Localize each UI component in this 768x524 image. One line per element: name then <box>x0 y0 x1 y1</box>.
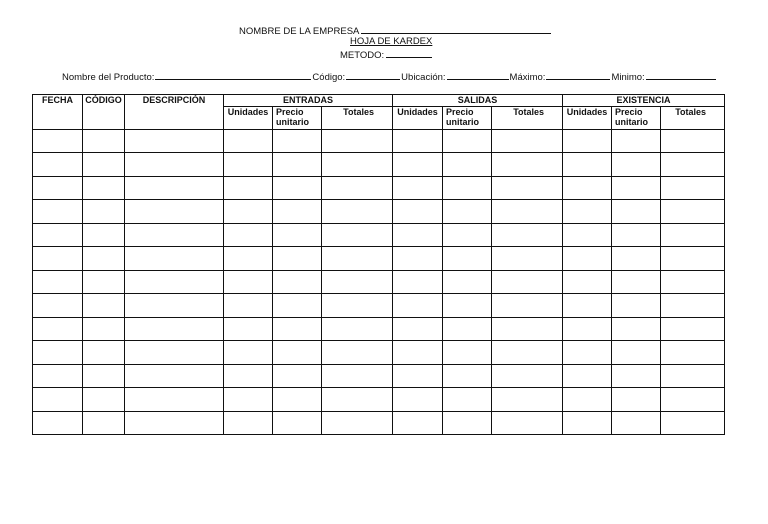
table-cell[interactable] <box>563 411 612 435</box>
table-cell[interactable] <box>563 388 612 412</box>
table-cell[interactable] <box>125 341 224 365</box>
table-cell[interactable] <box>83 153 125 177</box>
table-cell[interactable] <box>563 200 612 224</box>
table-cell[interactable] <box>661 388 725 412</box>
table-cell[interactable] <box>563 247 612 271</box>
table-cell[interactable] <box>224 153 273 177</box>
table-cell[interactable] <box>125 411 224 435</box>
salidas-precio-unitario <box>443 106 492 129</box>
table-cell[interactable] <box>273 411 322 435</box>
code-blank[interactable] <box>346 70 400 80</box>
table-cell[interactable] <box>661 294 725 318</box>
table-cell[interactable] <box>33 223 83 247</box>
table-cell[interactable] <box>661 223 725 247</box>
table-cell[interactable] <box>33 388 83 412</box>
table-cell[interactable] <box>612 200 661 224</box>
table-cell[interactable] <box>33 364 83 388</box>
table-cell[interactable] <box>322 223 393 247</box>
group-salidas: SALIDAS <box>393 95 563 107</box>
table-cell[interactable] <box>563 129 612 153</box>
salidas-totales: Totales <box>492 106 563 129</box>
table-cell[interactable] <box>83 388 125 412</box>
table-cell[interactable] <box>612 294 661 318</box>
table-cell[interactable] <box>443 364 492 388</box>
table-cell[interactable] <box>492 388 563 412</box>
table-cell[interactable] <box>563 270 612 294</box>
table-cell[interactable] <box>273 317 322 341</box>
table-cell[interactable] <box>125 364 224 388</box>
table-row <box>33 176 725 200</box>
table-cell[interactable] <box>492 341 563 365</box>
table-cell[interactable] <box>273 176 322 200</box>
table-cell[interactable] <box>612 176 661 200</box>
group-existencia: EXISTENCIA <box>563 95 725 107</box>
precio-line1: Precio <box>276 106 304 117</box>
table-cell[interactable] <box>33 411 83 435</box>
table-cell[interactable] <box>322 388 393 412</box>
table-cell[interactable] <box>393 388 443 412</box>
table-cell[interactable] <box>33 341 83 365</box>
min-blank[interactable] <box>646 70 716 80</box>
method-blank[interactable] <box>386 48 432 58</box>
table-cell[interactable] <box>83 200 125 224</box>
table-row <box>33 317 725 341</box>
table-cell[interactable] <box>224 176 273 200</box>
table-cell[interactable] <box>33 294 83 318</box>
group-entradas: ENTRADAS <box>224 95 393 107</box>
table-cell[interactable] <box>612 223 661 247</box>
table-row <box>33 388 725 412</box>
method-label: METODO: <box>340 50 385 61</box>
table-cell[interactable] <box>563 317 612 341</box>
table-cell[interactable] <box>443 153 492 177</box>
table-cell[interactable] <box>322 176 393 200</box>
table-cell[interactable] <box>661 153 725 177</box>
table-cell[interactable] <box>322 294 393 318</box>
table-cell[interactable] <box>612 129 661 153</box>
table-cell[interactable] <box>322 364 393 388</box>
precio-line2: unitario <box>276 117 309 127</box>
method-line <box>340 48 432 61</box>
table-cell[interactable] <box>612 153 661 177</box>
table-cell[interactable] <box>83 176 125 200</box>
precio-line2: unitario <box>446 117 480 127</box>
table-row <box>33 341 725 365</box>
table-cell[interactable] <box>492 317 563 341</box>
table-cell[interactable] <box>563 223 612 247</box>
table-cell[interactable] <box>612 341 661 365</box>
table-cell[interactable] <box>83 129 125 153</box>
table-cell[interactable] <box>393 270 443 294</box>
location-label: Ubicación: <box>401 72 446 83</box>
table-cell[interactable] <box>393 411 443 435</box>
table-cell[interactable] <box>443 223 492 247</box>
table-cell[interactable] <box>33 176 83 200</box>
table-cell[interactable] <box>83 411 125 435</box>
table-cell[interactable] <box>563 153 612 177</box>
product-fields-row <box>62 70 717 83</box>
table-cell[interactable] <box>492 364 563 388</box>
table-cell[interactable] <box>224 270 273 294</box>
precio-line1: Precio <box>615 106 643 117</box>
col-descripcion: DESCRIPCIÓN <box>125 95 224 130</box>
table-row <box>33 223 725 247</box>
table-cell[interactable] <box>443 247 492 271</box>
table-cell[interactable] <box>33 200 83 224</box>
product-name-label: Nombre del Producto: <box>62 72 155 83</box>
table-cell[interactable] <box>661 270 725 294</box>
table-cell[interactable] <box>443 270 492 294</box>
table-cell[interactable] <box>661 176 725 200</box>
table-cell[interactable] <box>612 388 661 412</box>
table-cell[interactable] <box>393 129 443 153</box>
table-cell[interactable] <box>322 153 393 177</box>
table-cell[interactable] <box>273 247 322 271</box>
table-cell[interactable] <box>322 200 393 224</box>
table-cell[interactable] <box>125 294 224 318</box>
table-cell[interactable] <box>83 317 125 341</box>
table-row <box>33 270 725 294</box>
company-name-label: NOMBRE DE LA EMPRESA <box>239 26 360 37</box>
table-cell[interactable] <box>83 270 125 294</box>
table-cell[interactable] <box>224 364 273 388</box>
table-cell[interactable] <box>83 247 125 271</box>
page-title: HOJA DE KARDEX <box>350 36 433 47</box>
table-cell[interactable] <box>33 317 83 341</box>
min-label: Minimo: <box>611 72 645 83</box>
table-cell[interactable] <box>273 364 322 388</box>
table-cell[interactable] <box>273 341 322 365</box>
col-fecha: FECHA <box>33 95 83 130</box>
table-cell[interactable] <box>393 153 443 177</box>
table-cell[interactable] <box>492 247 563 271</box>
table-cell[interactable] <box>322 270 393 294</box>
table-cell[interactable] <box>393 176 443 200</box>
entradas-totales: Totales <box>322 106 393 129</box>
table-cell[interactable] <box>563 176 612 200</box>
table-cell[interactable] <box>125 176 224 200</box>
existencia-precio-unitario <box>612 106 661 129</box>
precio-line2: unitario <box>615 117 649 127</box>
table-cell[interactable] <box>661 364 725 388</box>
table-cell[interactable] <box>492 294 563 318</box>
table-cell[interactable] <box>492 223 563 247</box>
table-cell[interactable] <box>612 364 661 388</box>
table-cell[interactable] <box>661 341 725 365</box>
table-row <box>33 364 725 388</box>
table-cell[interactable] <box>393 364 443 388</box>
table-cell[interactable] <box>125 247 224 271</box>
table-cell[interactable] <box>322 341 393 365</box>
col-codigo: CÓDIGO <box>83 95 125 130</box>
table-cell[interactable] <box>661 411 725 435</box>
table-cell[interactable] <box>492 270 563 294</box>
table-cell[interactable] <box>322 411 393 435</box>
table-cell[interactable] <box>83 223 125 247</box>
table-row <box>33 200 725 224</box>
table-cell[interactable] <box>563 294 612 318</box>
table-cell[interactable] <box>563 364 612 388</box>
table-row <box>33 153 725 177</box>
table-cell[interactable] <box>224 129 273 153</box>
table-row <box>33 294 725 318</box>
table-cell[interactable] <box>661 317 725 341</box>
table-cell[interactable] <box>224 223 273 247</box>
table-cell[interactable] <box>33 153 83 177</box>
table-cell[interactable] <box>443 341 492 365</box>
table-cell[interactable] <box>125 200 224 224</box>
table-cell[interactable] <box>224 294 273 318</box>
table-cell[interactable] <box>563 341 612 365</box>
table-cell[interactable] <box>273 388 322 412</box>
product-name-blank[interactable] <box>155 70 311 80</box>
precio-line1: Precio <box>446 106 474 117</box>
max-blank[interactable] <box>546 70 610 80</box>
table-row <box>33 247 725 271</box>
table-header-row-1 <box>33 95 725 107</box>
table-cell[interactable] <box>393 247 443 271</box>
table-cell[interactable] <box>443 411 492 435</box>
table-cell[interactable] <box>393 223 443 247</box>
table-cell[interactable] <box>492 411 563 435</box>
table-cell[interactable] <box>125 129 224 153</box>
table-cell[interactable] <box>33 270 83 294</box>
table-cell[interactable] <box>273 200 322 224</box>
max-label: Máximo: <box>509 72 546 83</box>
table-cell[interactable] <box>125 317 224 341</box>
entradas-unidades: Unidades <box>224 106 273 129</box>
code-label: Código: <box>312 72 346 83</box>
table-cell[interactable] <box>125 270 224 294</box>
table-cell[interactable] <box>612 411 661 435</box>
table-cell[interactable] <box>224 317 273 341</box>
table-cell[interactable] <box>492 200 563 224</box>
table-cell[interactable] <box>224 411 273 435</box>
table-cell[interactable] <box>612 317 661 341</box>
table-cell[interactable] <box>224 200 273 224</box>
kardex-body <box>33 129 725 435</box>
table-cell[interactable] <box>125 223 224 247</box>
table-cell[interactable] <box>443 388 492 412</box>
table-cell[interactable] <box>661 129 725 153</box>
table-row <box>33 129 725 153</box>
salidas-unidades: Unidades <box>393 106 443 129</box>
table-cell[interactable] <box>443 294 492 318</box>
table-cell[interactable] <box>661 200 725 224</box>
table-cell[interactable] <box>443 129 492 153</box>
table-cell[interactable] <box>443 317 492 341</box>
table-cell[interactable] <box>83 341 125 365</box>
table-cell[interactable] <box>322 129 393 153</box>
table-cell[interactable] <box>273 129 322 153</box>
location-blank[interactable] <box>447 70 509 80</box>
table-cell[interactable] <box>322 317 393 341</box>
table-cell[interactable] <box>33 129 83 153</box>
table-cell[interactable] <box>125 388 224 412</box>
table-cell[interactable] <box>224 341 273 365</box>
table-cell[interactable] <box>273 153 322 177</box>
table-cell[interactable] <box>125 153 224 177</box>
table-cell[interactable] <box>83 364 125 388</box>
table-cell[interactable] <box>661 247 725 271</box>
table-cell[interactable] <box>393 317 443 341</box>
table-cell[interactable] <box>393 341 443 365</box>
kardex-table <box>32 94 725 435</box>
table-cell[interactable] <box>492 153 563 177</box>
existencia-unidades: Unidades <box>563 106 612 129</box>
table-cell[interactable] <box>492 176 563 200</box>
table-cell[interactable] <box>273 270 322 294</box>
table-row <box>33 411 725 435</box>
table-cell[interactable] <box>443 200 492 224</box>
table-cell[interactable] <box>612 247 661 271</box>
table-cell[interactable] <box>393 200 443 224</box>
table-cell[interactable] <box>224 388 273 412</box>
table-cell[interactable] <box>612 270 661 294</box>
table-cell[interactable] <box>322 247 393 271</box>
company-name-blank[interactable] <box>361 24 551 34</box>
table-cell[interactable] <box>224 247 273 271</box>
entradas-precio-unitario <box>273 106 322 129</box>
table-cell[interactable] <box>33 247 83 271</box>
table-cell[interactable] <box>273 294 322 318</box>
table-cell[interactable] <box>273 223 322 247</box>
existencia-totales: Totales <box>661 106 725 129</box>
table-cell[interactable] <box>393 294 443 318</box>
table-cell[interactable] <box>443 176 492 200</box>
table-cell[interactable] <box>492 129 563 153</box>
table-cell[interactable] <box>83 294 125 318</box>
